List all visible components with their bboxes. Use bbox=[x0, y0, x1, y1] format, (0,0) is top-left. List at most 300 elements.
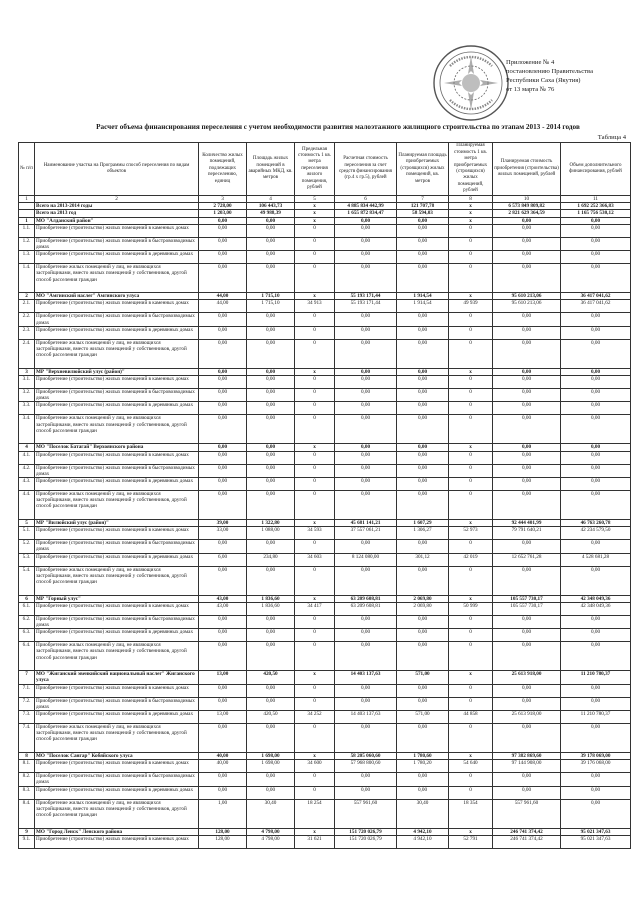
dwelling-count: 44,00 bbox=[199, 293, 247, 300]
estimated-cost: 151 720 026,79 bbox=[335, 835, 397, 848]
planned-total-cost: 0,00 bbox=[493, 264, 561, 293]
dwelling-count: 0,00 bbox=[199, 444, 247, 451]
appendix-line: Республики Саха (Якутия) bbox=[506, 77, 581, 84]
dwelling-count: 0,00 bbox=[199, 415, 247, 444]
dwelling-count: 1 203,00 bbox=[199, 210, 247, 217]
max-cost-per-sqm: x bbox=[295, 595, 335, 602]
row-name: Приобретение (строительство) жилых помещений в быстровозводимых домах bbox=[35, 697, 199, 710]
emergency-area: 0,00 bbox=[247, 237, 295, 250]
emergency-area: 0,00 bbox=[247, 339, 295, 368]
row-name: Приобретение жилых помещений у лиц, не являющихся застройщиками, вместо жилых помещений у собственников, другой способ расселения граждан bbox=[35, 491, 199, 520]
row-name: Приобретение (строительство) жилых помещений в деревянных домах bbox=[35, 402, 199, 415]
row-name: Приобретение (строительство) жилых помещений в каменных домах bbox=[35, 602, 199, 615]
row-name: Приобретение (строительство) жилых помещений в каменных домах bbox=[35, 760, 199, 773]
additional-funding: 42 348 049,36 bbox=[561, 595, 631, 602]
dwelling-count: 0,00 bbox=[199, 402, 247, 415]
header-row bbox=[19, 143, 631, 196]
table-row bbox=[19, 566, 631, 595]
max-cost-per-sqm: 0 bbox=[295, 339, 335, 368]
dwelling-count: 0,00 bbox=[199, 684, 247, 697]
planned-total-cost: 95 610 213,06 bbox=[493, 300, 561, 313]
row-name: МР "Вилюйский улус (район)" bbox=[35, 520, 199, 527]
max-cost-per-sqm: 0 bbox=[295, 566, 335, 595]
emergency-area: 4 798,00 bbox=[247, 835, 295, 848]
planned-area: 0,00 bbox=[397, 264, 449, 293]
planned-total-cost: 0,00 bbox=[493, 376, 561, 389]
max-cost-per-sqm: 0 bbox=[295, 491, 335, 520]
additional-funding: 42 234 579,50 bbox=[561, 527, 631, 540]
planned-total-cost: 25 613 918,00 bbox=[493, 711, 561, 724]
planned-total-cost: 557 961,60 bbox=[493, 799, 561, 828]
planned-area: 0,00 bbox=[397, 724, 449, 753]
row-name: Приобретение (строительство) жилых помещений в деревянных домах bbox=[35, 553, 199, 566]
estimated-cost: 0,00 bbox=[335, 402, 397, 415]
dwelling-count: 44,00 bbox=[199, 300, 247, 313]
estimated-cost: 0,00 bbox=[335, 451, 397, 464]
table-row bbox=[19, 773, 631, 786]
additional-funding: 0,00 bbox=[561, 251, 631, 264]
table-row bbox=[19, 264, 631, 293]
table-row bbox=[19, 671, 631, 684]
planned-cost-per-sqm: 0 bbox=[449, 264, 493, 293]
row-number: 3.4. bbox=[19, 415, 35, 444]
table-row bbox=[19, 684, 631, 697]
header-cell: Объем дополнительного финансирования, рублей bbox=[561, 143, 631, 196]
max-cost-per-sqm: x bbox=[295, 520, 335, 527]
additional-funding: 0,00 bbox=[561, 697, 631, 710]
planned-cost-per-sqm: 0 bbox=[449, 313, 493, 326]
header-cell: Наименование участка на Программы способ переселения по видам объектов bbox=[35, 143, 199, 196]
planned-cost-per-sqm: 0 bbox=[449, 251, 493, 264]
max-cost-per-sqm: 0 bbox=[295, 540, 335, 553]
planned-cost-per-sqm: 0 bbox=[449, 786, 493, 799]
additional-funding: 0,00 bbox=[561, 451, 631, 464]
estimated-cost: 0,00 bbox=[335, 491, 397, 520]
planned-cost-per-sqm: x bbox=[449, 671, 493, 684]
row-number: 2.2. bbox=[19, 313, 35, 326]
dwelling-count: 0,00 bbox=[199, 451, 247, 464]
additional-funding: 0,00 bbox=[561, 217, 631, 224]
table-row bbox=[19, 451, 631, 464]
planned-total-cost: 95 610 213,06 bbox=[493, 293, 561, 300]
estimated-cost: 63 209 608,81 bbox=[335, 602, 397, 615]
planned-area: 30,40 bbox=[397, 799, 449, 828]
dwelling-count: 0,00 bbox=[199, 251, 247, 264]
planned-area: 2 069,80 bbox=[397, 602, 449, 615]
planned-area: 0,00 bbox=[397, 376, 449, 389]
planned-total-cost: 0,00 bbox=[493, 697, 561, 710]
emergency-area: 0,00 bbox=[247, 615, 295, 628]
row-number: 1.4. bbox=[19, 264, 35, 293]
row-number: 4.1. bbox=[19, 451, 35, 464]
planned-area: 0,00 bbox=[397, 451, 449, 464]
emergency-area: 1 088,00 bbox=[247, 527, 295, 540]
row-number: 5 bbox=[19, 520, 35, 527]
row-name: Приобретение (строительство) жилых помещений в быстровозводимых домах bbox=[35, 313, 199, 326]
dwelling-count: 128,00 bbox=[199, 835, 247, 848]
header-cell: Количество жилых помещений, подлежащих переселению, единиц bbox=[199, 143, 247, 196]
max-cost-per-sqm: 34 913 bbox=[295, 300, 335, 313]
additional-funding: 0,00 bbox=[561, 629, 631, 642]
dwelling-count: 0,00 bbox=[199, 376, 247, 389]
estimated-cost: 0,00 bbox=[335, 389, 397, 402]
max-cost-per-sqm: 34 603 bbox=[295, 553, 335, 566]
column-number: 2 bbox=[35, 196, 199, 203]
planned-cost-per-sqm: 0 bbox=[449, 629, 493, 642]
planned-area: 1 780,60 bbox=[397, 753, 449, 760]
table-row bbox=[19, 642, 631, 671]
row-name: Приобретение (строительство) жилых помещений в быстровозводимых домах bbox=[35, 615, 199, 628]
row-name: Приобретение (строительство) жилых помещений в каменных домах bbox=[35, 835, 199, 848]
planned-total-cost: 0,00 bbox=[493, 251, 561, 264]
additional-funding: 0,00 bbox=[561, 376, 631, 389]
planned-area: 0,00 bbox=[397, 224, 449, 237]
planned-cost-per-sqm: 0 bbox=[449, 642, 493, 671]
row-name: Приобретение жилых помещений у лиц, не являющихся застройщиками, вместо жилых помещений у собственников, другой способ расселения граждан bbox=[35, 724, 199, 753]
dwelling-count: 0,00 bbox=[199, 786, 247, 799]
emergency-area: 0,00 bbox=[247, 444, 295, 451]
dwelling-count: 0,00 bbox=[199, 642, 247, 671]
planned-area: 0,00 bbox=[397, 491, 449, 520]
planned-total-cost: 0,00 bbox=[493, 326, 561, 339]
dwelling-count: 0,00 bbox=[199, 368, 247, 375]
estimated-cost: 0,00 bbox=[335, 368, 397, 375]
row-number: 3 bbox=[19, 368, 35, 375]
column-number-row bbox=[19, 196, 631, 203]
table-label: Таблица 4 bbox=[597, 134, 626, 141]
table-row bbox=[19, 402, 631, 415]
header-cell: Планируемая стоимость приобретения (строительства) жилых помещений, рублей bbox=[493, 143, 561, 196]
estimated-cost: 0,00 bbox=[335, 786, 397, 799]
planned-cost-per-sqm: 52 791 bbox=[449, 835, 493, 848]
planned-area: 0,00 bbox=[397, 773, 449, 786]
additional-funding: 95 021 347,63 bbox=[561, 828, 631, 835]
row-name: МР "Горный улус" bbox=[35, 595, 199, 602]
estimated-cost: 14 403 137,63 bbox=[335, 671, 397, 684]
planned-cost-per-sqm: 54 640 bbox=[449, 760, 493, 773]
row-number: 5.1. bbox=[19, 527, 35, 540]
row-number: 2.1. bbox=[19, 300, 35, 313]
planned-area: 301,12 bbox=[397, 553, 449, 566]
table-row bbox=[19, 203, 631, 210]
additional-funding: 0,00 bbox=[561, 799, 631, 828]
estimated-cost: 0,00 bbox=[335, 629, 397, 642]
row-name: Приобретение (строительство) жилых помещений в каменных домах bbox=[35, 224, 199, 237]
estimated-cost: 0,00 bbox=[335, 566, 397, 595]
appendix-note bbox=[506, 58, 636, 94]
additional-funding: 36 417 041,62 bbox=[561, 300, 631, 313]
emergency-area: 1 715,10 bbox=[247, 293, 295, 300]
column-number: 7 bbox=[397, 196, 449, 203]
estimated-cost: 151 720 026,79 bbox=[335, 828, 397, 835]
max-cost-per-sqm: 0 bbox=[295, 724, 335, 753]
max-cost-per-sqm: 0 bbox=[295, 415, 335, 444]
table-row bbox=[19, 753, 631, 760]
row-number: 1 bbox=[19, 217, 35, 224]
additional-funding: 1 692 252 366,83 bbox=[561, 203, 631, 210]
additional-funding: 0,00 bbox=[561, 724, 631, 753]
planned-total-cost: 0,00 bbox=[493, 237, 561, 250]
row-name: Приобретение жилых помещений у лиц, не являющихся застройщиками, вместо жилых помещений у собственников, другой способ расселения граждан bbox=[35, 264, 199, 293]
planned-area: 0,00 bbox=[397, 697, 449, 710]
planned-cost-per-sqm: 42 019 bbox=[449, 553, 493, 566]
additional-funding: 0,00 bbox=[561, 684, 631, 697]
table-row bbox=[19, 389, 631, 402]
appendix-line: от 13 марта № 76 bbox=[506, 86, 555, 93]
row-number: 8.4. bbox=[19, 799, 35, 828]
planned-area: 2 069,80 bbox=[397, 595, 449, 602]
row-number: 8 bbox=[19, 753, 35, 760]
emergency-area: 1 715,10 bbox=[247, 300, 295, 313]
max-cost-per-sqm: 0 bbox=[295, 251, 335, 264]
planned-cost-per-sqm: 18 354 bbox=[449, 799, 493, 828]
column-number: 10 bbox=[493, 196, 561, 203]
table-row bbox=[19, 697, 631, 710]
estimated-cost: 0,00 bbox=[335, 313, 397, 326]
max-cost-per-sqm: x bbox=[295, 671, 335, 684]
header-cell: Площадь жилых помещений в аварийных МКД, кв. метров bbox=[247, 143, 295, 196]
planned-cost-per-sqm: x bbox=[449, 520, 493, 527]
table-row bbox=[19, 293, 631, 300]
additional-funding: 0,00 bbox=[561, 313, 631, 326]
row-name: Приобретение (строительство) жилых помещений в деревянных домах bbox=[35, 251, 199, 264]
planned-area: 0,00 bbox=[397, 444, 449, 451]
planned-total-cost: 79 791 640,21 bbox=[493, 527, 561, 540]
row-number: 3.2. bbox=[19, 389, 35, 402]
planned-area: 0,00 bbox=[397, 615, 449, 628]
dwelling-count: 1,00 bbox=[199, 799, 247, 828]
estimated-cost: 14 403 137,63 bbox=[335, 711, 397, 724]
max-cost-per-sqm: x bbox=[295, 293, 335, 300]
dwelling-count: 0,00 bbox=[199, 697, 247, 710]
dwelling-count: 40,00 bbox=[199, 760, 247, 773]
estimated-cost: 0,00 bbox=[335, 415, 397, 444]
max-cost-per-sqm: 34 600 bbox=[295, 760, 335, 773]
dwelling-count: 6,00 bbox=[199, 553, 247, 566]
emergency-area: 1 698,00 bbox=[247, 753, 295, 760]
table-row bbox=[19, 724, 631, 753]
additional-funding: 0,00 bbox=[561, 444, 631, 451]
emergency-area: 1 322,80 bbox=[247, 520, 295, 527]
additional-funding: 1 165 756 530,12 bbox=[561, 210, 631, 217]
row-number: 8.2. bbox=[19, 773, 35, 786]
planned-area: 0,00 bbox=[397, 217, 449, 224]
additional-funding: 0,00 bbox=[561, 464, 631, 477]
emergency-area: 1 836,60 bbox=[247, 595, 295, 602]
table-row bbox=[19, 602, 631, 615]
table-row bbox=[19, 553, 631, 566]
max-cost-per-sqm: 34 593 bbox=[295, 527, 335, 540]
table-row bbox=[19, 237, 631, 250]
column-number: 8 bbox=[449, 196, 493, 203]
dwelling-count: 0,00 bbox=[199, 566, 247, 595]
row-name: Приобретение (строительство) жилых помещений в каменных домах bbox=[35, 451, 199, 464]
row-name: МО "Алданский район" bbox=[35, 217, 199, 224]
row-number: 7.4. bbox=[19, 724, 35, 753]
appendix-line: Приложение № 4 bbox=[506, 59, 555, 66]
table-row bbox=[19, 478, 631, 491]
column-number: 1 bbox=[19, 196, 35, 203]
estimated-cost: 0,00 bbox=[335, 697, 397, 710]
planned-cost-per-sqm: 0 bbox=[449, 615, 493, 628]
max-cost-per-sqm: 0 bbox=[295, 326, 335, 339]
row-number: 6.1. bbox=[19, 602, 35, 615]
emergency-area: 0,00 bbox=[247, 684, 295, 697]
table-row bbox=[19, 251, 631, 264]
emergency-area: 0,00 bbox=[247, 402, 295, 415]
row-name: Приобретение жилых помещений у лиц, не являющихся застройщиками, вместо жилых помещений у собственников, другой способ расселения граждан bbox=[35, 415, 199, 444]
emergency-area: 0,00 bbox=[247, 451, 295, 464]
planned-area: 1 306,27 bbox=[397, 527, 449, 540]
planned-area: 0,00 bbox=[397, 642, 449, 671]
additional-funding: 0,00 bbox=[561, 786, 631, 799]
table-row bbox=[19, 491, 631, 520]
emergency-area: 0,00 bbox=[247, 464, 295, 477]
table-row bbox=[19, 415, 631, 444]
planned-area: 0,00 bbox=[397, 389, 449, 402]
row-number: 5.3. bbox=[19, 553, 35, 566]
planned-area: 0,00 bbox=[397, 629, 449, 642]
planned-area: 0,00 bbox=[397, 464, 449, 477]
max-cost-per-sqm: 0 bbox=[295, 264, 335, 293]
estimated-cost: 0,00 bbox=[335, 724, 397, 753]
additional-funding: 0,00 bbox=[561, 389, 631, 402]
emergency-area: 0,00 bbox=[247, 540, 295, 553]
table-row bbox=[19, 224, 631, 237]
max-cost-per-sqm: x bbox=[295, 217, 335, 224]
row-name: Приобретение (строительство) жилых помещений в деревянных домах bbox=[35, 326, 199, 339]
table-row bbox=[19, 444, 631, 451]
planned-cost-per-sqm: 0 bbox=[449, 326, 493, 339]
estimated-cost: 4 885 834 442,99 bbox=[335, 203, 397, 210]
planned-area: 0,00 bbox=[397, 339, 449, 368]
table-row bbox=[19, 527, 631, 540]
row-number: 4 bbox=[19, 444, 35, 451]
additional-funding: 0,00 bbox=[561, 478, 631, 491]
table-row bbox=[19, 376, 631, 389]
planned-total-cost: 0,00 bbox=[493, 724, 561, 753]
estimated-cost: 45 681 141,21 bbox=[335, 520, 397, 527]
planned-cost-per-sqm: x bbox=[449, 368, 493, 375]
table-row bbox=[19, 217, 631, 224]
additional-funding: 0,00 bbox=[561, 402, 631, 415]
planned-total-cost: 0,00 bbox=[493, 786, 561, 799]
max-cost-per-sqm: 0 bbox=[295, 451, 335, 464]
row-name: МО "Поселок Сангар" Кобяйского улуса bbox=[35, 753, 199, 760]
planned-total-cost: 2 821 629 364,59 bbox=[493, 210, 561, 217]
planned-area: 0,00 bbox=[397, 566, 449, 595]
planned-cost-per-sqm: x bbox=[449, 203, 493, 210]
planned-total-cost: 0,00 bbox=[493, 339, 561, 368]
dwelling-count: 0,00 bbox=[199, 773, 247, 786]
planned-total-cost: 105 557 730,17 bbox=[493, 602, 561, 615]
planned-total-cost: 25 613 918,00 bbox=[493, 671, 561, 684]
dwelling-count: 43,00 bbox=[199, 595, 247, 602]
planned-cost-per-sqm: 52 973 bbox=[449, 527, 493, 540]
planned-area: 1 914,54 bbox=[397, 300, 449, 313]
planned-cost-per-sqm: 0 bbox=[449, 224, 493, 237]
planned-total-cost: 0,00 bbox=[493, 444, 561, 451]
additional-funding: 0,00 bbox=[561, 615, 631, 628]
planned-total-cost: 97 382 869,60 bbox=[493, 753, 561, 760]
max-cost-per-sqm: 0 bbox=[295, 376, 335, 389]
planned-area: 0,00 bbox=[397, 251, 449, 264]
planned-total-cost: 97 144 908,00 bbox=[493, 760, 561, 773]
table-row bbox=[19, 615, 631, 628]
planned-cost-per-sqm: x bbox=[449, 444, 493, 451]
dwelling-count: 0,00 bbox=[199, 491, 247, 520]
emergency-area: 0,00 bbox=[247, 478, 295, 491]
row-name: Приобретение (строительство) жилых помещений в деревянных домах bbox=[35, 786, 199, 799]
planned-area: 58 594,03 bbox=[397, 210, 449, 217]
max-cost-per-sqm: 34 417 bbox=[295, 602, 335, 615]
column-number: 5 bbox=[295, 196, 335, 203]
max-cost-per-sqm: 0 bbox=[295, 478, 335, 491]
emergency-area: 0,00 bbox=[247, 326, 295, 339]
row-name: Приобретение (строительство) жилых помещений в быстровозводимых домах bbox=[35, 237, 199, 250]
row-number: 1.3. bbox=[19, 251, 35, 264]
additional-funding: 0,00 bbox=[561, 339, 631, 368]
row-number: 2.3. bbox=[19, 326, 35, 339]
planned-area: 0,00 bbox=[397, 368, 449, 375]
planned-total-cost: 92 444 401,99 bbox=[493, 520, 561, 527]
row-number: 7.1. bbox=[19, 684, 35, 697]
dwelling-count: 13,00 bbox=[199, 711, 247, 724]
estimated-cost: 0,00 bbox=[335, 264, 397, 293]
dwelling-count: 0,00 bbox=[199, 326, 247, 339]
max-cost-per-sqm: 0 bbox=[295, 684, 335, 697]
planned-cost-per-sqm: 0 bbox=[449, 773, 493, 786]
additional-funding: 0,00 bbox=[561, 415, 631, 444]
planned-area: 1 607,29 bbox=[397, 520, 449, 527]
row-name: МО "Поселок Батагай" Верхоянского района bbox=[35, 444, 199, 451]
max-cost-per-sqm: x bbox=[295, 210, 335, 217]
table-row bbox=[19, 629, 631, 642]
planned-total-cost: 12 652 761,28 bbox=[493, 553, 561, 566]
planned-cost-per-sqm: x bbox=[449, 293, 493, 300]
additional-funding: 0,00 bbox=[561, 237, 631, 250]
max-cost-per-sqm: x bbox=[295, 368, 335, 375]
max-cost-per-sqm: 34 252 bbox=[295, 711, 335, 724]
planned-total-cost: 0,00 bbox=[493, 313, 561, 326]
planned-cost-per-sqm: 0 bbox=[449, 491, 493, 520]
emergency-area: 106 443,73 bbox=[247, 203, 295, 210]
planned-area: 0,00 bbox=[397, 478, 449, 491]
row-name: Всего на 2013 год bbox=[35, 210, 199, 217]
emergency-area: 0,00 bbox=[247, 415, 295, 444]
planned-cost-per-sqm: 0 bbox=[449, 697, 493, 710]
additional-funding: 11 210 780,37 bbox=[561, 711, 631, 724]
column-number: 6 bbox=[335, 196, 397, 203]
emergency-area: 0,00 bbox=[247, 376, 295, 389]
planned-total-cost: 0,00 bbox=[493, 773, 561, 786]
max-cost-per-sqm: x bbox=[295, 828, 335, 835]
planned-total-cost: 246 741 374,42 bbox=[493, 835, 561, 848]
max-cost-per-sqm: 0 bbox=[295, 389, 335, 402]
dwelling-count: 128,00 bbox=[199, 828, 247, 835]
emergency-area: 0,00 bbox=[247, 389, 295, 402]
emergency-area: 1 836,60 bbox=[247, 602, 295, 615]
additional-funding: 42 348 049,36 bbox=[561, 602, 631, 615]
estimated-cost: 0,00 bbox=[335, 217, 397, 224]
official-seal bbox=[432, 44, 510, 122]
additional-funding: 0,00 bbox=[561, 642, 631, 671]
table-row bbox=[19, 760, 631, 773]
planned-area: 0,00 bbox=[397, 415, 449, 444]
row-number: 1.2. bbox=[19, 237, 35, 250]
header-cell: Предельная стоимость 1 кв. метра переселения жилого помещения, рублей bbox=[295, 143, 335, 196]
planned-area: 4 942,10 bbox=[397, 835, 449, 848]
